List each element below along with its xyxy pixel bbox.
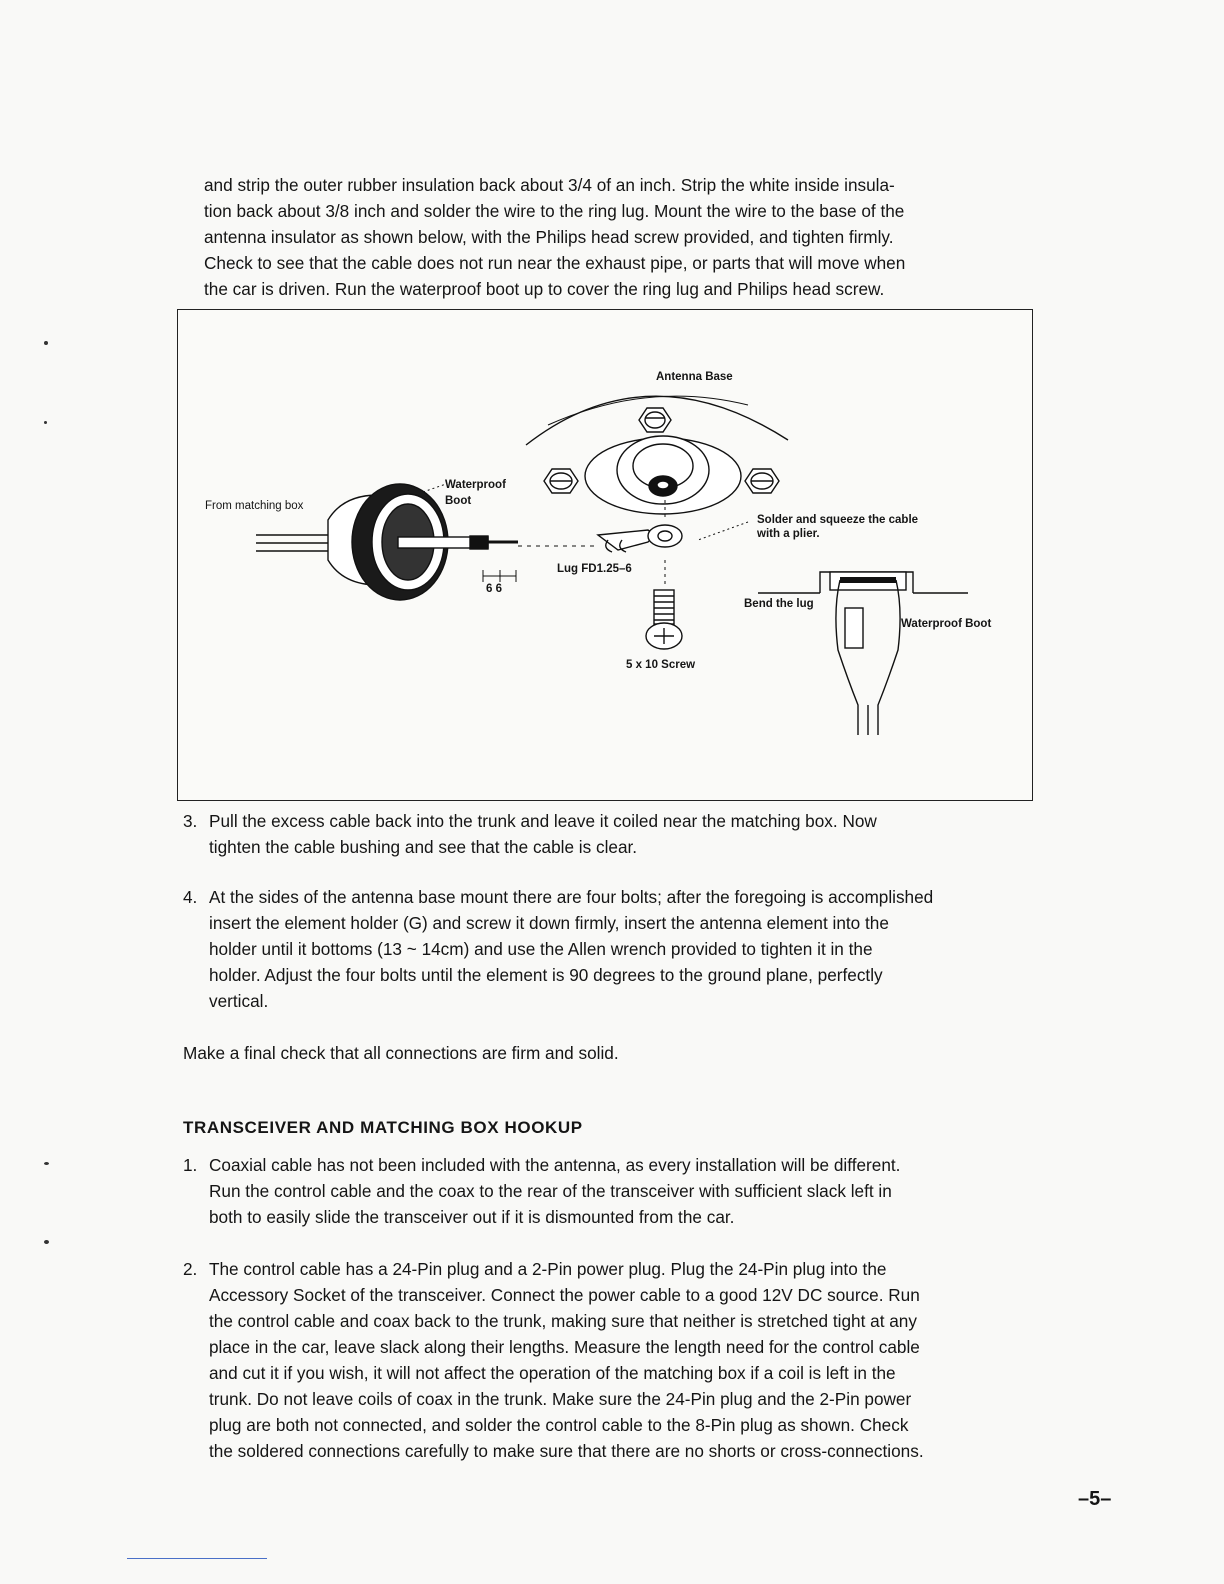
list-line: the control cable and coax back to the trunk, making sure that neither is stretched tight at any	[209, 1311, 917, 1331]
screw-5x10	[646, 590, 682, 649]
label-screw: 5 x 10 Screw	[626, 659, 696, 671]
list-line: Accessory Socket of the transceiver. Connect the power cable to a good 12V DC source. Run	[209, 1285, 920, 1305]
intro-line: and strip the outer rubber insulation back about 3/4 of an inch. Strip the white inside insula-	[204, 175, 895, 195]
list-line: insert the element holder (G) and screw it down firmly, insert the antenna element into the	[209, 913, 889, 933]
list-line: Run the control cable and the coax to the rear of the transceiver with sufficient slack left in	[209, 1181, 892, 1201]
list-line: both to easily slide the transceiver out if it is dismounted from the car.	[209, 1207, 735, 1227]
bottom-rule	[127, 1558, 267, 1559]
label-antenna-base: Antenna Base	[656, 371, 733, 383]
label-from-matching-box: From matching box	[205, 500, 304, 512]
list-line: The control cable has a 24-Pin plug and a 2-Pin power plug. Plug the 24-Pin plug into the	[209, 1259, 887, 1279]
list-line: vertical.	[209, 991, 269, 1011]
list-line: holder. Adjust the four bolts until the element is 90 degrees to the ground plane, perfectly	[209, 965, 883, 985]
hex-bolt-top	[639, 408, 671, 432]
figure-illustration	[178, 310, 1032, 800]
label-dimension: 6 6	[486, 583, 502, 595]
section-heading: TRANSCEIVER AND MATCHING BOX HOOKUP	[183, 1118, 583, 1137]
list-line: holder until it bottoms (13 ~ 14cm) and use the Allen wrench provided to tighten it in the	[209, 939, 873, 959]
label-solder-2: with a plier.	[757, 528, 820, 540]
list-line: Coaxial cable has not been included with the antenna, as every installation will be different.	[209, 1155, 901, 1175]
label-solder-1: Solder and squeeze the cable	[757, 514, 919, 526]
scan-speck	[44, 1240, 49, 1244]
antenna-mounting-figure	[177, 309, 1033, 801]
intro-line: antenna insulator as shown below, with the Philips head screw provided, and tighten firmly.	[204, 227, 894, 247]
intro-line: the car is driven. Run the waterproof boot up to cover the ring lug and Philips head screw.	[204, 279, 885, 299]
ring-lug	[598, 525, 682, 552]
label-waterproof-left-2: Boot	[445, 495, 472, 507]
list-line: Pull the excess cable back into the trunk and leave it coiled near the matching box. Now	[209, 811, 877, 831]
dimension-marks	[483, 570, 516, 582]
list-number: 3.	[183, 811, 198, 831]
intro-line: Check to see that the cable does not run near the exhaust pipe, or parts that will move when	[204, 253, 906, 273]
list-line: plug are both not connected, and solder the control cable to the 8-Pin plug as shown. Check	[209, 1415, 909, 1435]
list-line: At the sides of the antenna base mount there are four bolts; after the foregoing is accomplished	[209, 887, 934, 907]
list-number: 2.	[183, 1259, 198, 1279]
intro-paragraph	[204, 172, 1032, 302]
list-line: and cut it if you wish, it will not affect the operation of the matching box if a coil is left in the	[209, 1363, 896, 1383]
label-lug: Lug FD1.25–6	[557, 563, 632, 575]
list-line: the soldered connections carefully to make sure that there are no shorts or cross-connections.	[209, 1441, 924, 1461]
list-line: trunk. Do not leave coils of coax in the trunk. Make sure the 24-Pin plug and the 2-Pin power	[209, 1389, 912, 1409]
scan-speck	[44, 341, 48, 345]
boot-detail-right	[758, 572, 968, 735]
scan-speck	[44, 421, 47, 424]
hex-bolt-right	[745, 469, 779, 493]
list-line: tighten the cable bushing and see that the cable is clear.	[209, 837, 638, 857]
page-number: –5–	[1078, 1488, 1112, 1510]
hex-bolt-left	[544, 469, 578, 493]
label-waterproof-boot-right: Waterproof Boot	[901, 618, 992, 630]
label-bend-the-lug: Bend the lug	[744, 598, 814, 610]
intro-line: tion back about 3/8 inch and solder the wire to the ring lug. Mount the wire to the base of the	[204, 201, 905, 221]
list-number: 1.	[183, 1155, 198, 1175]
list-number: 4.	[183, 887, 198, 907]
label-waterproof-left-1: Waterproof	[445, 479, 506, 491]
list-line: place in the car, leave slack along their lengths. Measure the length need for the control cable	[209, 1337, 920, 1357]
scan-speck	[44, 1162, 49, 1165]
final-check-text: Make a final check that all connections are firm and solid.	[183, 1043, 619, 1063]
